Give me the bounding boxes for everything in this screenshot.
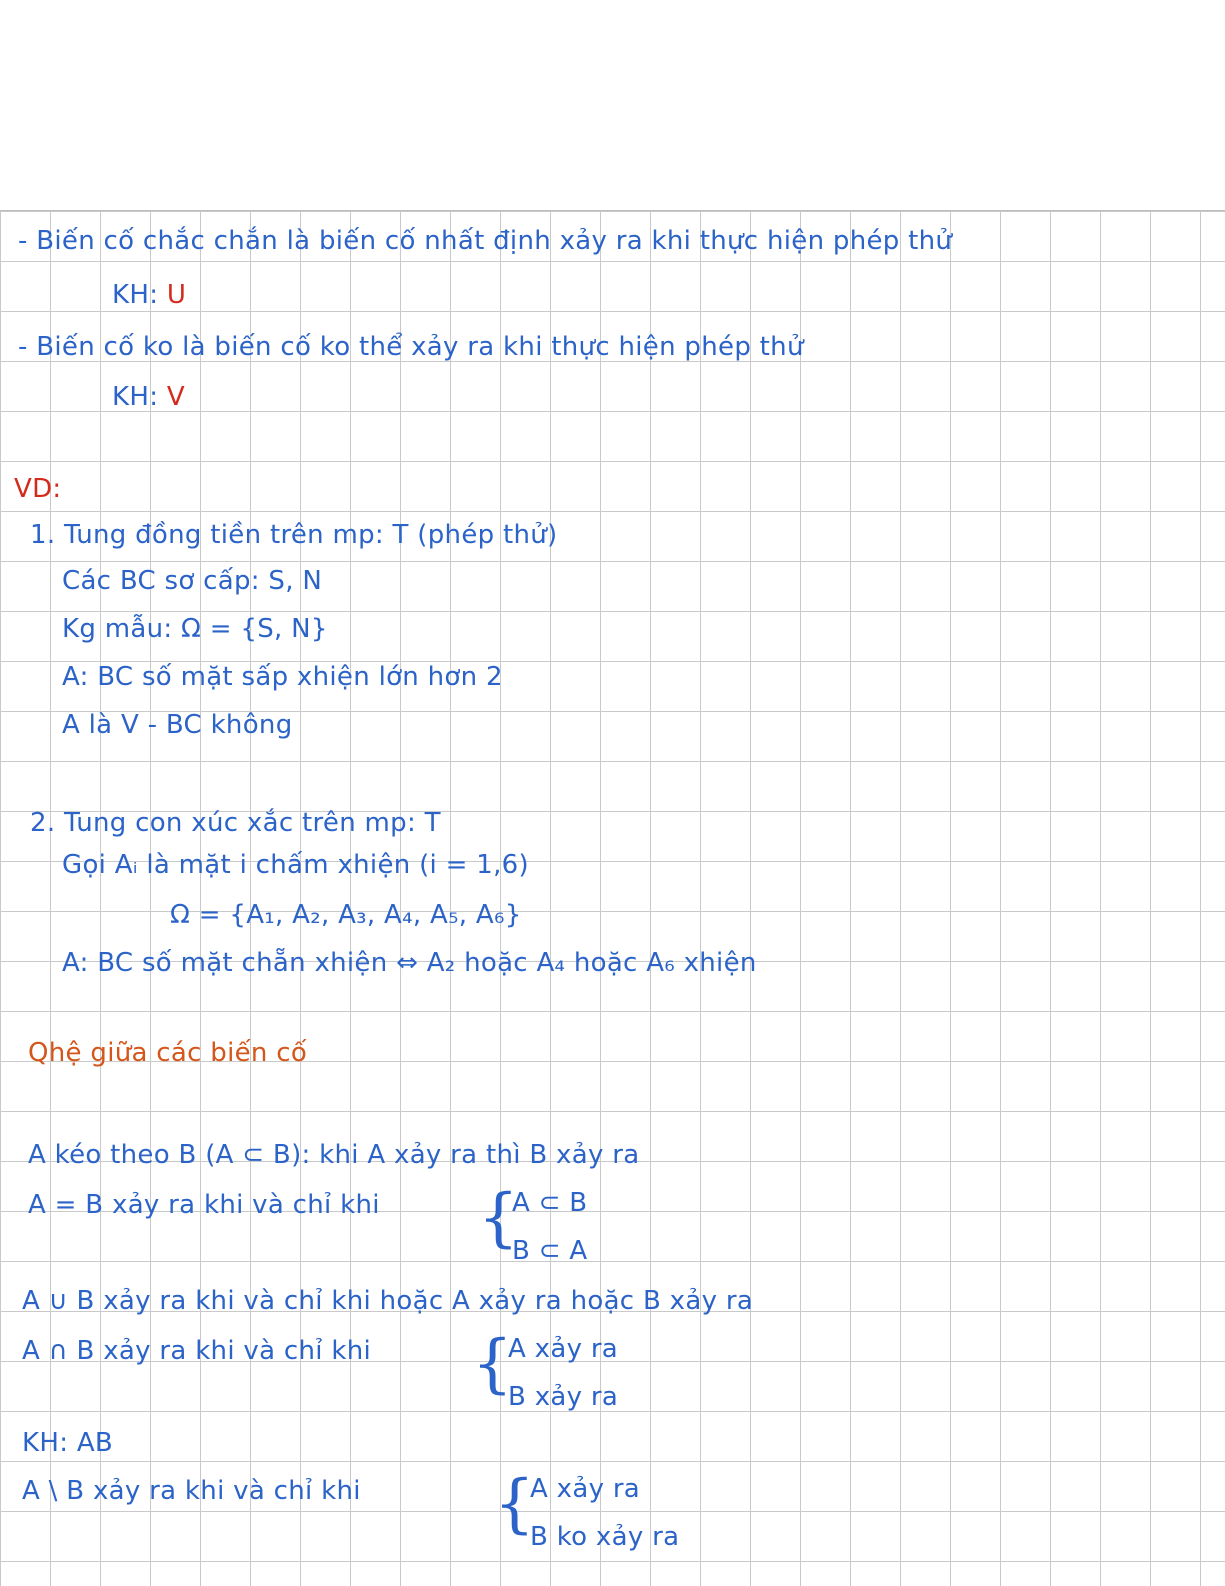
brace-icon: { [494,1467,535,1541]
relation-difference-cond-1: A xảy ra [530,1474,641,1504]
relation-intersection-cond-2: B xảy ra [508,1382,619,1412]
relation-equal: A = B xảy ra khi và chỉ khi [28,1190,380,1220]
example-1-line-1: Các BC sơ cấp: S, N [62,566,323,596]
example-1-line-4: A là V - BC không [62,710,293,740]
example-1-line-2: Kg mẫu: Ω = {S, N} [62,614,328,644]
relation-intersection: A ∩ B xảy ra khi và chỉ khi [22,1336,372,1366]
relation-difference: A \ B xảy ra khi và chỉ khi [22,1476,361,1506]
note-line-impossible-event: - Biến cố ko là biến cố ko thể xảy ra khi thực hiện phép thử [18,332,804,362]
relation-equal-cond-1: A ⊂ B [512,1188,588,1218]
example-heading: VD: [14,474,62,504]
note-line-certain-event: - Biến cố chắc chắn là biến cố nhất định xảy ra khi thực hiện phép thử [18,226,953,256]
grid-paper [0,210,1225,1586]
example-1-title: 1. Tung đồng tiền trên mp: T (phép thử) [30,520,558,550]
example-2-line-3: A: BC số mặt chẵn xhiện ⇔ A₂ hoặc A₄ hoặc A₆ xhiện [62,948,757,978]
notation-label: KH: [112,382,159,412]
relation-equal-cond-2: B ⊂ A [512,1236,588,1266]
brace-icon: { [478,1181,519,1255]
example-2-line-1: Gọi Aᵢ là mặt i chấm xhiện (i = 1,6) [62,850,529,880]
notation-value-v: V [166,382,185,412]
brace-icon: { [472,1327,513,1401]
notation-impossible [112,384,185,410]
notation-label: KH: [112,280,159,310]
relation-union: A ∪ B xảy ra khi và chỉ khi hoặc A xảy ra hoặc B xảy ra [22,1286,754,1316]
example-2-line-2: Ω = {A₁, A₂, A₃, A₄, A₅, A₆} [170,900,522,930]
notation-certain [112,282,186,308]
relation-implies: A kéo theo B (A ⊂ B): khi A xảy ra thì B xảy ra [28,1140,640,1170]
notation-value-u: U [166,280,187,310]
relation-difference-cond-2: B ko xảy ra [530,1522,680,1552]
section-title: Qhệ giữa các biến cố [28,1038,308,1068]
relation-intersection-cond-1: A xảy ra [508,1334,619,1364]
notation-intersection: KH: AB [22,1428,114,1458]
example-2-title: 2. Tung con xúc xắc trên mp: T [30,808,441,838]
example-1-line-3: A: BC số mặt sấp xhiện lớn hơn 2 [62,662,503,692]
